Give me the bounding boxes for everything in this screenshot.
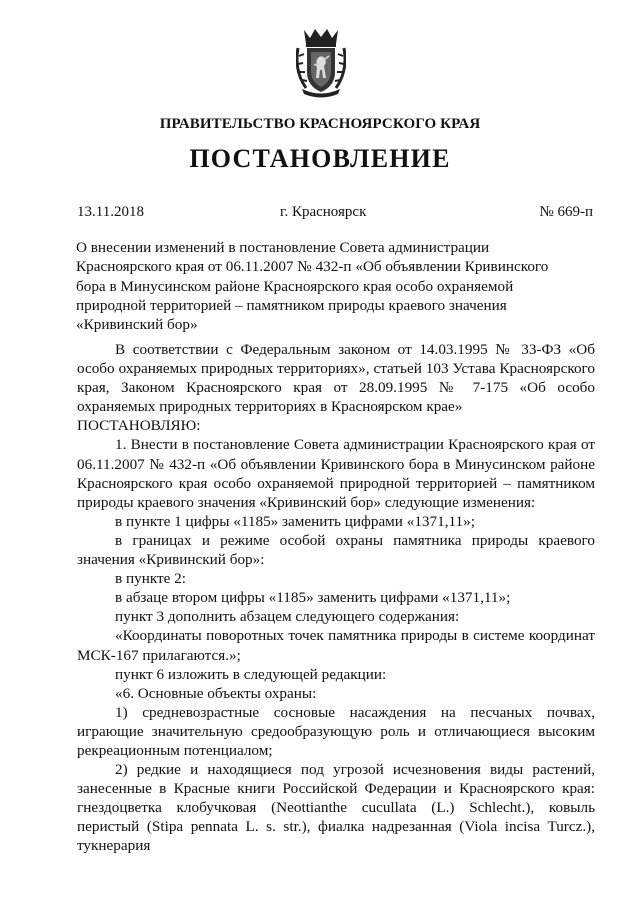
body-paragraph: 1. Внести в постановление Совета администрации Красноярского края от 06.11.2007 № 432-п «Об объявлении Кривинского бора в Минусинском районе Красноярского края особо охраняемой природной территорией – памятником природы краевого значения «Кривинский бор» следующие изменения: bbox=[77, 436, 595, 511]
body-paragraph: в абзаце втором цифры «1185» заменить цифрами «1371,11»; bbox=[115, 589, 511, 607]
body-paragraph: пункт 3 дополнить абзацем следующего содержания: bbox=[115, 608, 460, 626]
body-paragraph: в пункте 2: bbox=[115, 570, 186, 588]
document-city: г. Красноярск bbox=[280, 204, 367, 220]
document-type-heading: ПОСТАНОВЛЕНИЕ bbox=[189, 144, 451, 173]
organization-title: ПРАВИТЕЛЬСТВО КРАСНОЯРСКОГО КРАЯ bbox=[159, 116, 481, 132]
document-body bbox=[77, 340, 595, 856]
body-paragraph: в пункте 1 цифры «1185» заменить цифрами «1371,11»; bbox=[115, 512, 475, 530]
body-paragraph: «6. Основные объекты охраны: bbox=[115, 684, 317, 702]
body-paragraph: «Координаты поворотных точек памятника природы в системе координат МСК-167 прилагаются.»; bbox=[77, 627, 595, 664]
document-subject: О внесении изменений в постановление Совета администрации Красноярского края от 06.11.2007 № 432-п «Об объявлении Кривинского бора в Минусинском районе Красноярского края особо охраняемой природной территорией – памятником природы краевого значения «Кривинский бор» bbox=[76, 239, 549, 334]
body-paragraph: пункт 6 изложить в следующей редакции: bbox=[115, 665, 387, 683]
resolve-paragraph: ПОСТАНОВЛЯЮ: bbox=[77, 417, 201, 435]
krasnoyarsk-krai-coat-of-arms-icon bbox=[296, 26, 346, 98]
document-date: 13.11.2018 bbox=[77, 204, 144, 220]
preamble-paragraph: В соответствии с Федеральным законом от 14.03.1995 № 33-ФЗ «Об особо охраняемых природных территориях», статьей 103 Устава Красноярского края, Законом Красноярского края от 28.09.1995 № 7-175 «Об особо охраняемых природных территориях в Красноярском крае» bbox=[77, 341, 595, 416]
document-number: № 669-п bbox=[539, 204, 593, 220]
body-paragraph: в границах и режиме особой охраны памятника природы краевого значения «Кривинский бор»: bbox=[77, 531, 595, 569]
body-paragraph: 1) средневозрастные сосновые насаждения на песчаных почвах, играющие значительную средообразующую роль и отличающиеся высоким рекреационным потенциалом; bbox=[77, 703, 595, 759]
body-paragraph: 2) редкие и находящиеся под угрозой исчезновения виды растений, занесенные в Красные книги Российской Федерации и Красноярского края: гнездоцветка клобучковая (Neottianthe cucullata (L.) Schlecht.), ковыль перистый (Stipa pennata L. s. str.), фиалка надрезанная (Viola incisa Turcz.), тукнерария bbox=[77, 761, 595, 855]
